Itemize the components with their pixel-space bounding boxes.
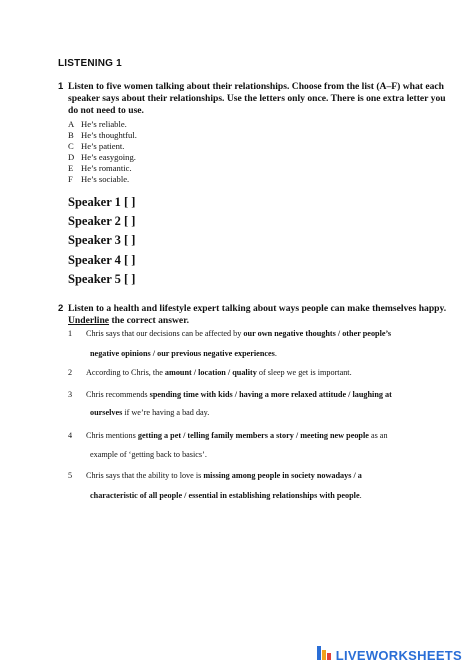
option-text: He’s romantic. bbox=[81, 163, 132, 173]
item-5-line-2 bbox=[90, 490, 362, 501]
item-number: 1 bbox=[68, 329, 73, 338]
item-4-line-2 bbox=[90, 449, 207, 460]
option-text: He’s patient. bbox=[81, 141, 125, 151]
question-2-instruction bbox=[68, 303, 448, 327]
answer-choices[interactable]: amount / location / quality bbox=[164, 368, 257, 377]
item-text: Chris says that our decisions can be affected by bbox=[86, 329, 244, 338]
answer-choices[interactable]: negative opinions / our previous negative experiences bbox=[90, 349, 275, 358]
item-3-line-2 bbox=[90, 407, 209, 418]
item-text: Chris recommends bbox=[86, 390, 150, 399]
option-c bbox=[68, 141, 124, 152]
answer-choices[interactable]: spending time with kids / having a more relaxed attitude / laughing at bbox=[149, 390, 392, 399]
option-text: He’s reliable. bbox=[81, 119, 127, 129]
item-text: . bbox=[274, 349, 277, 358]
option-text: He’s sociable. bbox=[81, 174, 130, 184]
answer-choices[interactable]: characteristic of all people / essential in establishing relationships with people bbox=[90, 491, 360, 500]
question-1-instruction: Listen to five women talking about their relationships. Choose from the list (A–F) what each speaker says about their relationships. Use the letters only once. There is one extra letter you do not need to use. bbox=[68, 81, 446, 116]
option-e bbox=[68, 163, 132, 174]
item-number: 3 bbox=[68, 390, 73, 399]
option-letter: C bbox=[68, 141, 74, 151]
instruction-underline: Underline bbox=[68, 315, 110, 326]
answer-choices[interactable]: getting a pet / telling family members a story / meeting new people bbox=[137, 431, 369, 440]
option-letter: E bbox=[68, 163, 74, 173]
item-text: According to Chris, the bbox=[86, 368, 165, 377]
option-text: He’s thoughtful. bbox=[81, 130, 137, 140]
item-4-line-1 bbox=[68, 430, 388, 441]
item-number: 2 bbox=[68, 368, 73, 377]
option-letter: B bbox=[68, 130, 74, 140]
speaker-3-answer[interactable]: Speaker 3 [ ] bbox=[68, 233, 136, 247]
answer-choices[interactable]: missing among people in society nowadays / a bbox=[203, 471, 362, 480]
item-1-line-2 bbox=[90, 348, 277, 359]
brand-name: LIVEWORKSHEETS bbox=[335, 648, 462, 663]
speaker-2-answer[interactable]: Speaker 2 [ ] bbox=[68, 214, 136, 228]
instruction-text: the correct answer. bbox=[109, 315, 189, 326]
option-a bbox=[68, 119, 127, 130]
item-text: if we’re having a bad day. bbox=[122, 408, 210, 417]
question-1-number: 1 bbox=[58, 81, 64, 92]
liveworksheets-logo-icon bbox=[317, 646, 333, 665]
item-text: Chris mentions bbox=[86, 431, 138, 440]
speaker-4-answer[interactable]: Speaker 4 [ ] bbox=[68, 253, 136, 267]
item-text: Chris says that the ability to love is bbox=[86, 471, 204, 480]
question-2-number: 2 bbox=[58, 303, 64, 314]
speaker-5-answer[interactable]: Speaker 5 [ ] bbox=[68, 272, 136, 286]
item-2-line-1 bbox=[68, 367, 352, 378]
answer-choices[interactable]: ourselves bbox=[90, 408, 123, 417]
instruction-text: Listen to a health and lifestyle expert talking about ways people can make themselves happy. bbox=[68, 303, 447, 314]
option-d bbox=[68, 152, 136, 163]
worksheet-title: LISTENING 1 bbox=[58, 58, 122, 69]
option-b bbox=[68, 130, 137, 141]
item-5-line-1 bbox=[68, 470, 362, 481]
item-text: as an bbox=[368, 431, 388, 440]
option-letter: D bbox=[68, 152, 75, 162]
item-1-line-1 bbox=[68, 328, 391, 339]
answer-choices[interactable]: our own negative thoughts / other people’s bbox=[243, 329, 392, 338]
option-letter: A bbox=[68, 119, 75, 129]
option-text: He’s easygoing. bbox=[81, 152, 136, 162]
liveworksheets-branding bbox=[317, 646, 462, 665]
item-number: 4 bbox=[68, 431, 73, 440]
item-3-line-1 bbox=[68, 389, 392, 400]
speaker-1-answer[interactable]: Speaker 1 [ ] bbox=[68, 195, 136, 209]
item-text: . bbox=[359, 491, 362, 500]
option-letter: F bbox=[68, 174, 73, 184]
item-text: of sleep we get is important. bbox=[256, 368, 352, 377]
item-number: 5 bbox=[68, 471, 73, 480]
option-f bbox=[68, 174, 129, 185]
item-text: example of ‘getting back to basics’. bbox=[90, 450, 207, 459]
